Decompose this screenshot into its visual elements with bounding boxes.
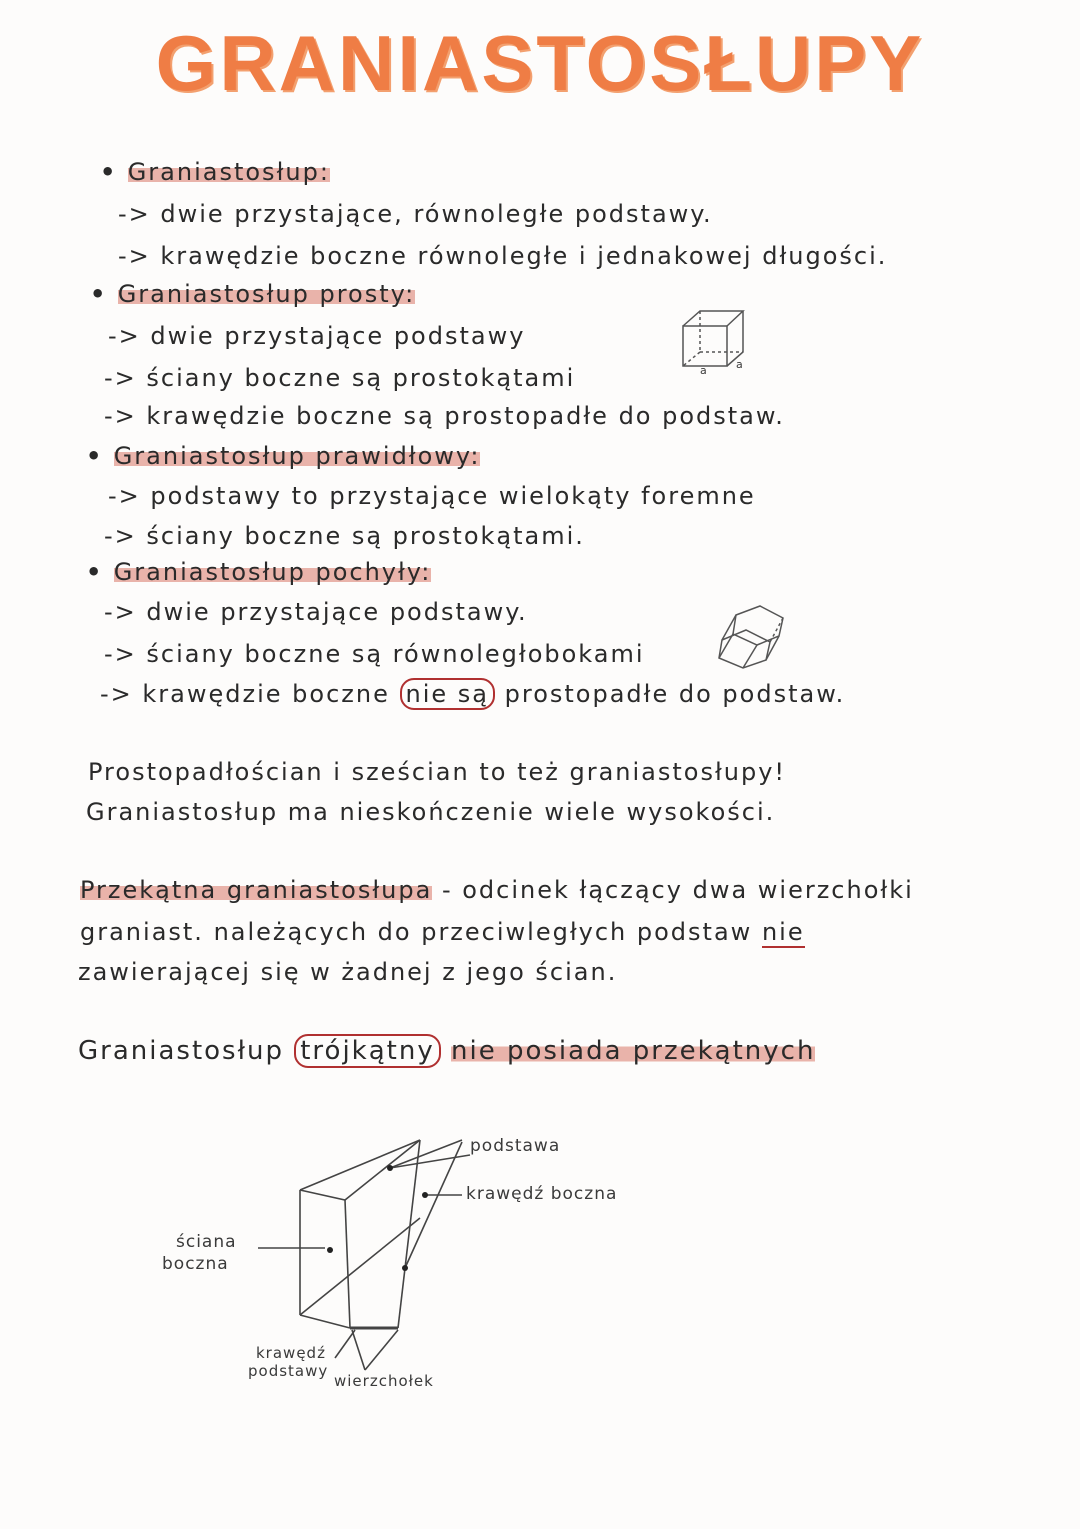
item-text: prostopadłe do podstaw. [504, 680, 846, 708]
circled-text: trójkątny [294, 1034, 441, 1068]
definition-text: graniast. należących do przeciwległych podstaw [80, 918, 753, 946]
highlighted-text: nie posiada przekątnych [451, 1036, 816, 1066]
list-item: -> ściany boczne są prostokątami. [104, 522, 585, 550]
underlined-text: nie [761, 918, 805, 946]
section-graniastoslup [100, 158, 330, 186]
section-graniastoslup-prawidlowy [86, 442, 480, 470]
section-heading: Graniastosłup prosty: [117, 280, 416, 308]
section-graniastoslup-pochyly [86, 558, 431, 586]
label-sciana-boczna: boczna [162, 1254, 229, 1274]
list-item: -> podstawy to przystające wielokąty foremne [108, 482, 756, 510]
label-krawedz-boczna: krawędź boczna [466, 1184, 618, 1204]
triangle-note [78, 1036, 815, 1066]
bullet: • [90, 280, 118, 308]
list-item: -> dwie przystające podstawy. [104, 598, 528, 626]
label-wierzcholek: wierzchołek [334, 1372, 434, 1390]
definition-text: - odcinek łączący dwa wierzchołki [441, 876, 914, 904]
bullet: • [100, 158, 128, 186]
item-text: -> krawędzie boczne [100, 680, 390, 708]
list-item: -> dwie przystające, równoległe podstawy. [118, 200, 713, 228]
list-item: -> dwie przystające podstawy [108, 322, 526, 350]
diagonal-definition-line [80, 918, 805, 946]
diagonal-definition-line [80, 876, 914, 904]
list-item: -> krawędzie boczne równoległe i jednakowej długości. [118, 242, 888, 270]
note-line: Graniastosłup ma nieskończenie wiele wysokości. [86, 798, 776, 826]
note-line: Prostopadłościan i sześcian to też graniastosłupy! [88, 758, 787, 786]
bullet: • [86, 442, 114, 470]
list-item: -> ściany boczne są równoległobokami [104, 640, 645, 668]
list-item: -> ściany boczne są prostokątami [104, 364, 576, 392]
label-krawedz-podstawy: podstawy [248, 1362, 329, 1380]
diagonal-term: Przekątna graniastosłupa [80, 876, 433, 904]
list-item [100, 680, 845, 708]
page-title: GRANIASTOSŁUPY [155, 19, 925, 107]
circled-text: nie są [400, 678, 495, 710]
cube-edge-label: a [700, 364, 708, 377]
section-heading: Graniastosłup: [127, 158, 330, 186]
label-sciana-boczna: ściana [176, 1232, 237, 1252]
label-krawedz-podstawy: krawędź [256, 1344, 326, 1362]
note-text: Graniastosłup [78, 1036, 284, 1066]
bullet: • [86, 558, 114, 586]
list-item: -> krawędzie boczne są prostopadłe do podstaw. [104, 402, 785, 430]
section-heading: Graniastosłup pochyły: [113, 558, 432, 586]
cube-edge-label: a [736, 358, 744, 371]
label-podstawa: podstawa [470, 1136, 561, 1156]
section-graniastoslup-prosty [90, 280, 415, 308]
section-heading: Graniastosłup prawidłowy: [113, 442, 481, 470]
diagonal-definition-line: zawierającej się w żadnej z jego ścian. [78, 958, 618, 986]
